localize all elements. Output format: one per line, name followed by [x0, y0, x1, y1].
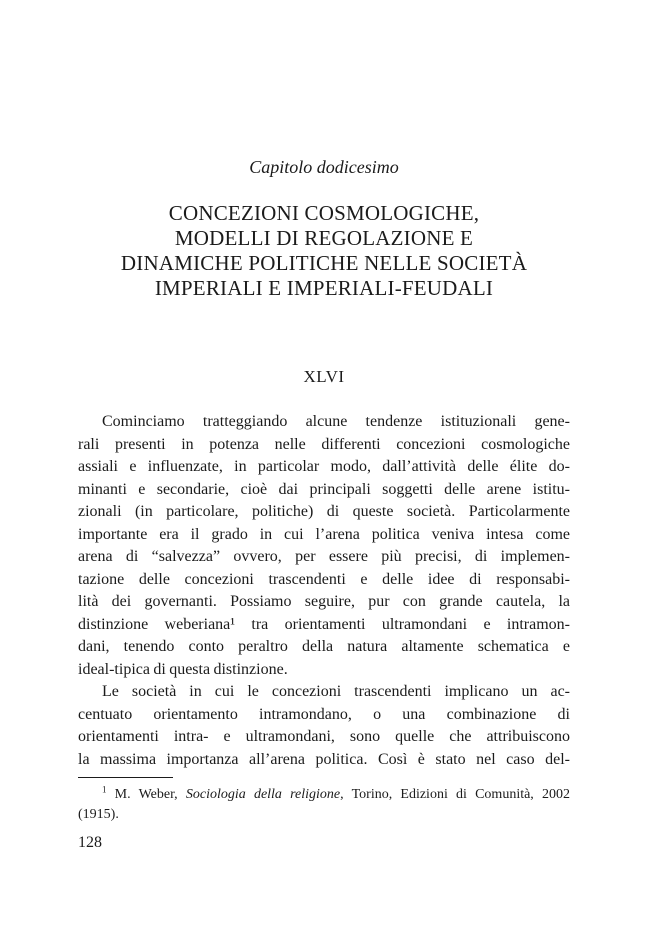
- chapter-title-line-2: MODELLI DI REGOLAZIONE E: [174, 226, 474, 250]
- body-line: importante era il grado in cui l’arena politica veniva intesa come: [78, 525, 570, 543]
- chapter-title-line-1: CONCEZIONI COSMOLOGICHE,: [168, 201, 480, 225]
- chapter-title: [78, 201, 570, 301]
- body-line: dani, tenendo conto peraltro della natura altamente schematica e: [78, 638, 570, 655]
- footnote-text-line-1: [78, 785, 570, 805]
- footnote-author: M. Weber,: [106, 787, 186, 802]
- chapter-title-line-4: IMPERIALI E IMPERIALI-FEUDALI: [154, 276, 494, 300]
- body-line: centuato orientamento intramondano, o una combinazione di: [78, 705, 570, 723]
- body-paragraph-1: [78, 411, 570, 681]
- body-line: minanti e secondarie, cioè dai principali soggetti delle arene istitu-: [78, 480, 570, 498]
- chapter-label: Capitolo dodicesimo: [249, 157, 399, 177]
- footnote-rule: [78, 777, 173, 778]
- footnote-publication-info: , Torino, Edizioni di Comunità, 2002: [340, 787, 570, 802]
- body-line: Cominciamo tratteggiando alcune tendenze istituzionali gene-: [102, 413, 570, 430]
- footnote-marker: 1: [102, 784, 107, 795]
- footnote-text-line-2: (1915).: [78, 807, 119, 822]
- body-paragraph-2: [78, 681, 570, 771]
- body-line: orientamenti intra- e ultramondani, sono quelle che attribuiscono: [78, 728, 570, 745]
- body-text: [78, 411, 570, 771]
- body-line: arena di “salvezza” ovvero, per essere più precisi, di implemen-: [78, 548, 570, 565]
- section-heading: XLVI: [303, 367, 345, 386]
- footnote: [78, 777, 570, 825]
- body-line: Le società in cui le concezioni trascendenti implicano un ac-: [102, 683, 570, 700]
- body-line: zionali (in particolare, politiche) di queste società. Particolarmente: [78, 503, 570, 520]
- body-line: rali presenti in potenza nelle differenti concezioni cosmologiche: [78, 435, 570, 453]
- body-line: ideal-tipica di questa distinzione.: [78, 660, 288, 678]
- body-line: assiali e influenzate, in particolar modo, dall’attività delle élite do-: [78, 458, 570, 475]
- page-number: 128: [78, 834, 102, 851]
- footnote-work-title: Sociologia della religione: [185, 787, 341, 802]
- body-line: lità dei governanti. Possiamo seguire, pur con grande cautela, la: [78, 593, 570, 610]
- body-line: la massima importanza all’arena politica. Così è stato nel caso del-: [78, 750, 570, 768]
- body-line: tazione delle concezioni trascendenti e delle idee di responsabi-: [78, 570, 570, 588]
- body-line-footnote-ref: distinzione weberiana¹ tra orientamenti ultramondani e intramon-: [78, 615, 570, 633]
- chapter-title-line-3: DINAMICHE POLITICHE NELLE SOCIETÀ: [120, 251, 528, 275]
